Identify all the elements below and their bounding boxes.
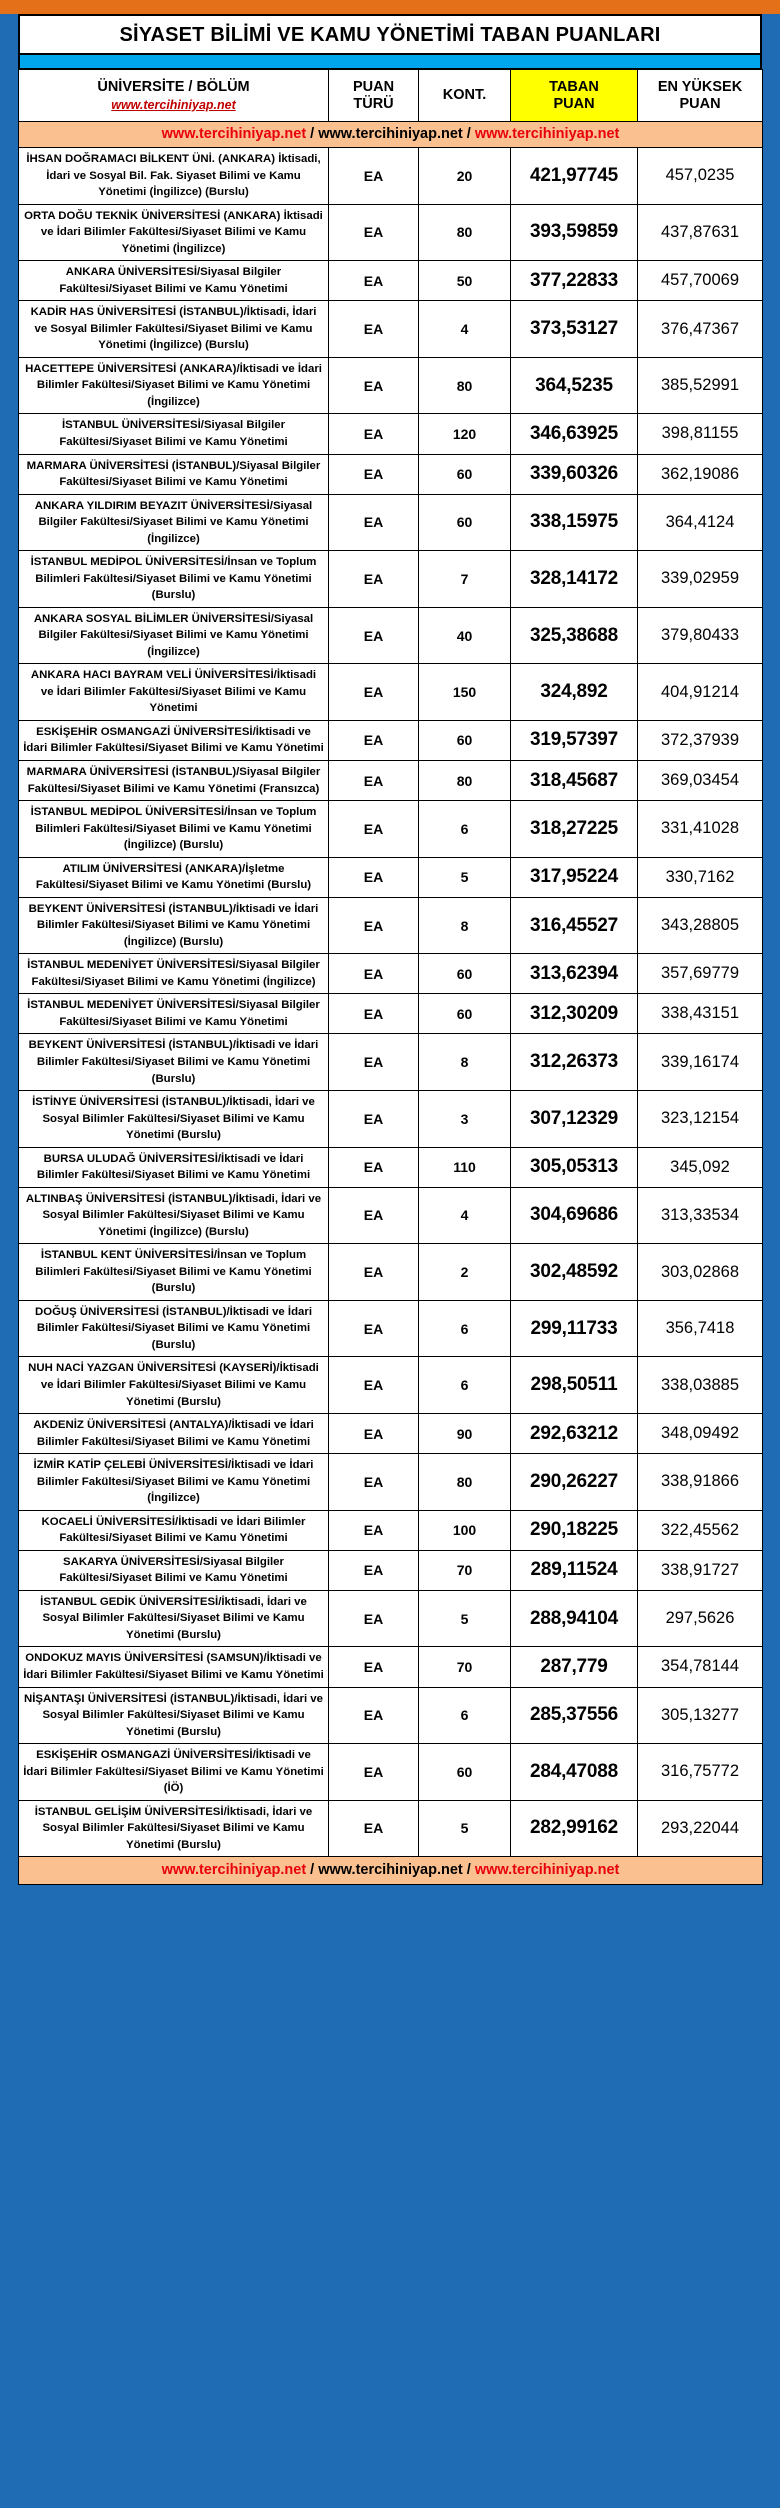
cell-base-score: 328,14172: [511, 551, 638, 608]
column-header-quota[interactable]: KONT.: [419, 70, 511, 122]
cell-quota: 90: [419, 1414, 511, 1454]
cell-base-score: 313,62394: [511, 954, 638, 994]
table-row[interactable]: [19, 1800, 763, 1857]
cell-base-score: 421,97745: [511, 148, 638, 205]
cell-score-type: EA: [329, 454, 419, 494]
header-site-link[interactable]: www.tercihiniyap.net: [111, 97, 236, 112]
cell-quota: 6: [419, 1357, 511, 1414]
table-row[interactable]: [19, 1510, 763, 1550]
footer-link-1[interactable]: www.tercihiniyap.net: [161, 1862, 307, 1879]
cyan-divider: [18, 55, 762, 69]
cell-max-score: 293,22044: [638, 1800, 763, 1857]
cell-quota: 70: [419, 1647, 511, 1687]
cell-base-score: 282,99162: [511, 1800, 638, 1857]
cell-base-score: 284,47088: [511, 1744, 638, 1801]
cell-quota: 5: [419, 1590, 511, 1647]
cell-max-score: 457,0235: [638, 148, 763, 205]
cell-university: ANKARA YILDIRIM BEYAZIT ÜNİVERSİTESİ/Siyasal Bilgiler Fakültesi/Siyaset Bilimi ve Kamu Yönetimi (İngilizce): [19, 494, 329, 551]
cell-university: KOCAELİ ÜNİVERSİTESİ/İktisadi ve İdari Bilimler Fakültesi/Siyaset Bilimi ve Kamu Yönetimi: [19, 1510, 329, 1550]
cell-quota: 50: [419, 261, 511, 301]
cell-base-score: 338,15975: [511, 494, 638, 551]
cell-university: ATILIM ÜNİVERSİTESİ (ANKARA)/İşletme Fakültesi/Siyaset Bilimi ve Kamu Yönetimi (Burslu): [19, 857, 329, 897]
cell-university: İSTANBUL KENT ÜNİVERSİTESİ/İnsan ve Toplum Bilimleri Fakültesi/Siyaset Bilimi ve Kamu Yönetimi (Burslu): [19, 1244, 329, 1301]
cell-max-score: 348,09492: [638, 1414, 763, 1454]
cell-score-type: EA: [329, 1687, 419, 1744]
banner-link-3[interactable]: www.tercihiniyap.net: [474, 126, 620, 142]
cell-base-score: 312,30209: [511, 994, 638, 1034]
table-row[interactable]: [19, 414, 763, 454]
cell-quota: 120: [419, 414, 511, 454]
cell-quota: 40: [419, 607, 511, 664]
cell-quota: 8: [419, 1034, 511, 1091]
cell-score-type: EA: [329, 1414, 419, 1454]
cell-max-score: 323,12154: [638, 1091, 763, 1148]
cell-university: ANKARA ÜNİVERSİTESİ/Siyasal Bilgiler Fakültesi/Siyaset Bilimi ve Kamu Yönetimi: [19, 261, 329, 301]
cell-base-score: 364,5235: [511, 357, 638, 414]
cell-score-type: EA: [329, 414, 419, 454]
cell-base-score: 324,892: [511, 664, 638, 721]
cell-university: ALTINBAŞ ÜNİVERSİTESİ (İSTANBUL)/İktisadi, İdari ve Sosyal Bilimler Fakültesi/Siyaset Bilimi ve Kamu Yönetimi (İngilizce) (Burslu): [19, 1187, 329, 1244]
cell-university: DOĞUŞ ÜNİVERSİTESİ (İSTANBUL)/İktisadi ve İdari Bilimler Fakültesi/Siyaset Bilimi ve Kamu Yönetimi (Burslu): [19, 1300, 329, 1357]
cell-university: ANKARA HACI BAYRAM VELİ ÜNİVERSİTESİ/İktisadi ve İdari Bilimler Fakültesi/Siyaset Bilimi ve Kamu Yönetimi: [19, 664, 329, 721]
table-row[interactable]: [19, 454, 763, 494]
table-header-row: [19, 70, 763, 122]
table-row[interactable]: [19, 551, 763, 608]
table-row[interactable]: [19, 1647, 763, 1687]
footer-link-3[interactable]: www.tercihiniyap.net: [474, 1862, 620, 1879]
top-site-banner-cell[interactable]: [19, 122, 763, 148]
top-site-banner-text: [162, 126, 620, 142]
column-header-score-type-line1: PUAN: [352, 78, 395, 95]
cell-quota: 6: [419, 1687, 511, 1744]
cell-university: İZMİR KATİP ÇELEBİ ÜNİVERSİTESİ/İktisadi ve İdari Bilimler Fakültesi/Siyaset Bilimi ve Kamu Yönetimi (İngilizce): [19, 1454, 329, 1511]
cell-score-type: EA: [329, 1800, 419, 1857]
cell-score-type: EA: [329, 204, 419, 261]
cell-base-score: 325,38688: [511, 607, 638, 664]
banner-link-2[interactable]: www.tercihiniyap.net: [318, 126, 463, 142]
cell-base-score: 292,63212: [511, 1414, 638, 1454]
cell-base-score: 318,45687: [511, 761, 638, 801]
cell-quota: 80: [419, 761, 511, 801]
cell-university: İSTANBUL GELİŞİM ÜNİVERSİTESİ/İktisadi, İdari ve Sosyal Bilimler Fakültesi/Siyaset Bilimi ve Kamu Yönetimi (Burslu): [19, 1800, 329, 1857]
cell-score-type: EA: [329, 261, 419, 301]
cell-score-type: EA: [329, 1244, 419, 1301]
cell-quota: 150: [419, 664, 511, 721]
banner-sep-2: /: [462, 126, 475, 142]
footer-sep-1: /: [306, 1862, 319, 1879]
cell-score-type: EA: [329, 720, 419, 760]
cell-quota: 5: [419, 1800, 511, 1857]
cell-max-score: 362,19086: [638, 454, 763, 494]
table-row[interactable]: [19, 1091, 763, 1148]
cell-score-type: EA: [329, 1034, 419, 1091]
cell-max-score: 338,91727: [638, 1550, 763, 1590]
table-row[interactable]: [19, 954, 763, 994]
cell-university: İSTANBUL MEDENİYET ÜNİVERSİTESİ/Siyasal Bilgiler Fakültesi/Siyaset Bilimi ve Kamu Yönetimi: [19, 994, 329, 1034]
column-header-base-score[interactable]: [511, 70, 638, 122]
cell-university: BURSA ULUDAĞ ÜNİVERSİTESİ/İktisadi ve İdari Bilimler Fakültesi/Siyaset Bilimi ve Kamu Yönetimi: [19, 1147, 329, 1187]
cell-university: ESKİŞEHİR OSMANGAZİ ÜNİVERSİTESİ/İktisadi ve İdari Bilimler Fakültesi/Siyaset Bilimi ve Kamu Yönetimi (İÖ): [19, 1744, 329, 1801]
cell-university: İSTANBUL MEDENİYET ÜNİVERSİTESİ/Siyasal Bilgiler Fakültesi/Siyaset Bilimi ve Kamu Yönetimi (İngilizce): [19, 954, 329, 994]
table-row[interactable]: [19, 1244, 763, 1301]
cell-max-score: 303,02868: [638, 1244, 763, 1301]
cell-university: NİŞANTAŞI ÜNİVERSİTESİ (İSTANBUL)/İktisadi, İdari ve Sosyal Bilimler Fakültesi/Siyaset Bilimi ve Kamu Yönetimi (Burslu): [19, 1687, 329, 1744]
page-title: SİYASET BİLİMİ VE KAMU YÖNETİMİ TABAN PUANLARI: [18, 14, 762, 55]
cell-university: MARMARA ÜNİVERSİTESİ (İSTANBUL)/Siyasal Bilgiler Fakültesi/Siyaset Bilimi ve Kamu Yönetimi: [19, 454, 329, 494]
cell-score-type: EA: [329, 551, 419, 608]
cell-score-type: EA: [329, 1300, 419, 1357]
cell-base-score: 317,95224: [511, 857, 638, 897]
cell-university: SAKARYA ÜNİVERSİTESİ/Siyasal Bilgiler Fakültesi/Siyaset Bilimi ve Kamu Yönetimi: [19, 1550, 329, 1590]
top-orange-bar: [0, 0, 780, 14]
table-head: [19, 70, 763, 148]
bottom-padding: [18, 1885, 762, 1895]
cell-score-type: EA: [329, 801, 419, 858]
cell-max-score: 398,81155: [638, 414, 763, 454]
cell-score-type: EA: [329, 1550, 419, 1590]
bottom-site-banner-cell[interactable]: [19, 1857, 763, 1885]
table-row[interactable]: [19, 1357, 763, 1414]
cell-base-score: 302,48592: [511, 1244, 638, 1301]
cell-max-score: 305,13277: [638, 1687, 763, 1744]
cell-base-score: 339,60326: [511, 454, 638, 494]
cell-university: BEYKENT ÜNİVERSİTESİ (İSTANBUL)/İktisadi ve İdari Bilimler Fakültesi/Siyaset Bilimi ve Kamu Yönetimi (İngilizce) (Burslu): [19, 897, 329, 954]
cell-score-type: EA: [329, 664, 419, 721]
cell-max-score: 330,7162: [638, 857, 763, 897]
cell-score-type: EA: [329, 761, 419, 801]
cell-quota: 5: [419, 857, 511, 897]
cell-university: HACETTEPE ÜNİVERSİTESİ (ANKARA)/İktisadi ve İdari Bilimler Fakültesi/Siyaset Bilimi ve Kamu Yönetimi (İngilizce): [19, 357, 329, 414]
cell-quota: 60: [419, 954, 511, 994]
column-header-max-score[interactable]: [638, 70, 763, 122]
table-row[interactable]: [19, 857, 763, 897]
cell-score-type: EA: [329, 1147, 419, 1187]
cell-quota: 100: [419, 1510, 511, 1550]
cell-score-type: EA: [329, 954, 419, 994]
cell-university: BEYKENT ÜNİVERSİTESİ (İSTANBUL)/İktisadi ve İdari Bilimler Fakültesi/Siyaset Bilimi ve Kamu Yönetimi (Burslu): [19, 1034, 329, 1091]
cell-quota: 2: [419, 1244, 511, 1301]
cell-score-type: EA: [329, 301, 419, 358]
cell-quota: 80: [419, 357, 511, 414]
table-row[interactable]: [19, 897, 763, 954]
cell-base-score: 287,779: [511, 1647, 638, 1687]
table-row[interactable]: [19, 1300, 763, 1357]
cell-university: NUH NACİ YAZGAN ÜNİVERSİTESİ (KAYSERİ)/İktisadi ve İdari Bilimler Fakültesi/Siyaset Bilimi ve Kamu Yönetimi (Burslu): [19, 1357, 329, 1414]
cell-quota: 4: [419, 1187, 511, 1244]
cell-base-score: 318,27225: [511, 801, 638, 858]
cell-quota: 6: [419, 1300, 511, 1357]
cell-max-score: 354,78144: [638, 1647, 763, 1687]
cell-max-score: 338,03885: [638, 1357, 763, 1414]
cell-university: MARMARA ÜNİVERSİTESİ (İSTANBUL)/Siyasal Bilgiler Fakültesi/Siyaset Bilimi ve Kamu Yönetimi (Fransızca): [19, 761, 329, 801]
cell-quota: 3: [419, 1091, 511, 1148]
cell-university: ESKİŞEHİR OSMANGAZİ ÜNİVERSİTESİ/İktisadi ve İdari Bilimler Fakültesi/Siyaset Bilimi ve Kamu Yönetimi: [19, 720, 329, 760]
cell-score-type: EA: [329, 1091, 419, 1148]
cell-base-score: 305,05313: [511, 1147, 638, 1187]
cell-university: ONDOKUZ MAYIS ÜNİVERSİTESİ (SAMSUN)/İktisadi ve İdari Bilimler Fakültesi/Siyaset Bilimi ve Kamu Yönetimi: [19, 1647, 329, 1687]
table-row[interactable]: [19, 607, 763, 664]
cell-score-type: EA: [329, 1454, 419, 1511]
cell-university: İSTANBUL MEDİPOL ÜNİVERSİTESİ/İnsan ve Toplum Bilimleri Fakültesi/Siyaset Bilimi ve Kamu Yönetimi (Burslu): [19, 551, 329, 608]
cell-base-score: 299,11733: [511, 1300, 638, 1357]
cell-quota: 70: [419, 1550, 511, 1590]
cell-base-score: 312,26373: [511, 1034, 638, 1091]
cell-max-score: 313,33534: [638, 1187, 763, 1244]
cell-university: İSTİNYE ÜNİVERSİTESİ (İSTANBUL)/İktisadi, İdari ve Sosyal Bilimler Fakültesi/Siyaset Bilimi ve Kamu Yönetimi (Burslu): [19, 1091, 329, 1148]
table-row[interactable]: [19, 1034, 763, 1091]
cell-max-score: 357,69779: [638, 954, 763, 994]
cell-score-type: EA: [329, 148, 419, 205]
table-row[interactable]: [19, 204, 763, 261]
table-row[interactable]: [19, 148, 763, 205]
cell-score-type: EA: [329, 1510, 419, 1550]
cell-max-score: 343,28805: [638, 897, 763, 954]
cell-max-score: 437,87631: [638, 204, 763, 261]
cell-quota: 60: [419, 494, 511, 551]
cell-university: ANKARA SOSYAL BİLİMLER ÜNİVERSİTESİ/Siyasal Bilgiler Fakültesi/Siyaset Bilimi ve Kamu Yönetimi (İngilizce): [19, 607, 329, 664]
cell-score-type: EA: [329, 494, 419, 551]
table-row[interactable]: [19, 761, 763, 801]
cell-base-score: 319,57397: [511, 720, 638, 760]
cell-quota: 110: [419, 1147, 511, 1187]
cell-max-score: 385,52991: [638, 357, 763, 414]
cell-quota: 4: [419, 301, 511, 358]
bottom-site-banner-row: [19, 1857, 763, 1885]
cell-max-score: 356,7418: [638, 1300, 763, 1357]
cell-base-score: 285,37556: [511, 1687, 638, 1744]
table-row[interactable]: [19, 994, 763, 1034]
cell-max-score: 297,5626: [638, 1590, 763, 1647]
cell-quota: 8: [419, 897, 511, 954]
cell-quota: 60: [419, 1744, 511, 1801]
footer-sep-2: /: [462, 1862, 475, 1879]
table-row[interactable]: [19, 1454, 763, 1511]
cell-base-score: 373,53127: [511, 301, 638, 358]
cell-max-score: 457,70069: [638, 261, 763, 301]
column-header-max-line2: PUAN: [679, 95, 721, 112]
cell-quota: 60: [419, 720, 511, 760]
cell-base-score: 290,26227: [511, 1454, 638, 1511]
column-header-max-line1: EN YÜKSEK: [657, 78, 743, 95]
content-container: [18, 14, 762, 1895]
cell-score-type: EA: [329, 897, 419, 954]
cell-university: İSTANBUL ÜNİVERSİTESİ/Siyasal Bilgiler Fakültesi/Siyaset Bilimi ve Kamu Yönetimi: [19, 414, 329, 454]
column-header-base-line2: PUAN: [553, 95, 595, 112]
cell-max-score: 379,80433: [638, 607, 763, 664]
cell-quota: 80: [419, 1454, 511, 1511]
cell-score-type: EA: [329, 1187, 419, 1244]
scores-table: [18, 69, 763, 1885]
table-row[interactable]: [19, 1590, 763, 1647]
cell-base-score: 304,69686: [511, 1187, 638, 1244]
cell-base-score: 393,59859: [511, 204, 638, 261]
table-row[interactable]: [19, 1187, 763, 1244]
table-row[interactable]: [19, 1687, 763, 1744]
cell-quota: 7: [419, 551, 511, 608]
banner-link-1[interactable]: www.tercihiniyap.net: [161, 126, 307, 142]
cell-max-score: 372,37939: [638, 720, 763, 760]
cell-base-score: 316,45527: [511, 897, 638, 954]
column-header-base-line1: TABAN: [549, 78, 599, 95]
table-row[interactable]: [19, 720, 763, 760]
cell-base-score: 298,50511: [511, 1357, 638, 1414]
cell-max-score: 339,02959: [638, 551, 763, 608]
cell-base-score: 289,11524: [511, 1550, 638, 1590]
cell-base-score: 290,18225: [511, 1510, 638, 1550]
cell-university: KADİR HAS ÜNİVERSİTESİ (İSTANBUL)/İktisadi, İdari ve Sosyal Bilimler Fakültesi/Siyaset Bilimi ve Kamu Yönetimi (İngilizce) (Burslu): [19, 301, 329, 358]
banner-sep-1: /: [306, 126, 319, 142]
cell-max-score: 331,41028: [638, 801, 763, 858]
cell-score-type: EA: [329, 994, 419, 1034]
cell-quota: 6: [419, 801, 511, 858]
table-row[interactable]: [19, 261, 763, 301]
cell-score-type: EA: [329, 357, 419, 414]
cell-quota: 60: [419, 454, 511, 494]
cell-base-score: 377,22833: [511, 261, 638, 301]
cell-base-score: 307,12329: [511, 1091, 638, 1148]
cell-university: İSTANBUL MEDİPOL ÜNİVERSİTESİ/İnsan ve Toplum Bilimleri Fakültesi/Siyaset Bilimi ve Kamu Yönetimi (İngilizce) (Burslu): [19, 801, 329, 858]
column-header-score-type-line2: TÜRÜ: [353, 95, 394, 112]
cell-score-type: EA: [329, 1590, 419, 1647]
cell-max-score: 345,092: [638, 1147, 763, 1187]
table-row[interactable]: [19, 1744, 763, 1801]
cell-max-score: 364,4124: [638, 494, 763, 551]
cell-max-score: 338,43151: [638, 994, 763, 1034]
table-row[interactable]: [19, 801, 763, 858]
top-site-banner-row: [19, 122, 763, 148]
cell-score-type: EA: [329, 857, 419, 897]
column-header-university[interactable]: [19, 70, 329, 122]
footer-link-2[interactable]: www.tercihiniyap.net: [318, 1862, 463, 1879]
cell-university: İSTANBUL GEDİK ÜNİVERSİTESİ/İktisadi, İdari ve Sosyal Bilimler Fakültesi/Siyaset Bilimi ve Kamu Yönetimi (Burslu): [19, 1590, 329, 1647]
table-foot: [19, 1857, 763, 1885]
cell-university: ORTA DOĞU TEKNİK ÜNİVERSİTESİ (ANKARA) İktisadi ve İdari Bilimler Fakültesi/Siyaset Bilimi ve Kamu Yönetimi (İngilizce): [19, 204, 329, 261]
cell-max-score: 404,91214: [638, 664, 763, 721]
cell-max-score: 376,47367: [638, 301, 763, 358]
table-body: [19, 148, 763, 1857]
cell-score-type: EA: [329, 1744, 419, 1801]
cell-base-score: 288,94104: [511, 1590, 638, 1647]
cell-max-score: 322,45562: [638, 1510, 763, 1550]
bottom-site-banner-text: [162, 1862, 620, 1878]
column-header-university-label: ÜNİVERSİTE / BÖLÜM: [97, 78, 250, 95]
cell-base-score: 346,63925: [511, 414, 638, 454]
cell-quota: 80: [419, 204, 511, 261]
cell-max-score: 316,75772: [638, 1744, 763, 1801]
cell-university: İHSAN DOĞRAMACI BİLKENT ÜNİ. (ANKARA) İktisadi, İdari ve Sosyal Bil. Fak. Siyaset Bilimi ve Kamu Yönetimi (İngilizce) (Burslu): [19, 148, 329, 205]
cell-quota: 20: [419, 148, 511, 205]
cell-max-score: 339,16174: [638, 1034, 763, 1091]
cell-score-type: EA: [329, 1357, 419, 1414]
cell-max-score: 338,91866: [638, 1454, 763, 1511]
table-row[interactable]: [19, 301, 763, 358]
table-row[interactable]: [19, 357, 763, 414]
table-row[interactable]: [19, 1550, 763, 1590]
table-row[interactable]: [19, 664, 763, 721]
cell-score-type: EA: [329, 1647, 419, 1687]
cell-score-type: EA: [329, 607, 419, 664]
cell-max-score: 369,03454: [638, 761, 763, 801]
cell-quota: 60: [419, 994, 511, 1034]
cell-university: AKDENİZ ÜNİVERSİTESİ (ANTALYA)/İktisadi ve İdari Bilimler Fakültesi/Siyaset Bilimi ve Kamu Yönetimi: [19, 1414, 329, 1454]
table-row[interactable]: [19, 1147, 763, 1187]
table-row[interactable]: [19, 1414, 763, 1454]
table-row[interactable]: [19, 494, 763, 551]
column-header-score-type[interactable]: [329, 70, 419, 122]
